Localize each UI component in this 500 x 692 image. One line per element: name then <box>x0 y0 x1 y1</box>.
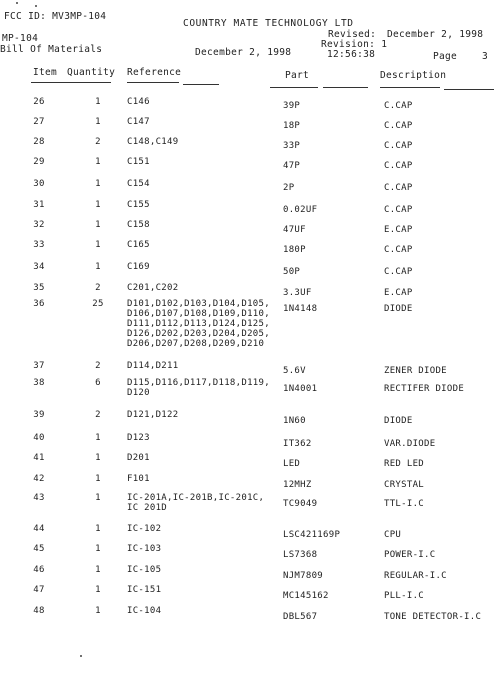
header-underline <box>323 87 368 88</box>
reference-cell: C151 <box>127 157 150 167</box>
item-cell: 31 <box>33 200 45 210</box>
quantity-cell: 25 <box>92 299 104 309</box>
description-cell: VAR.DIODE <box>384 439 436 449</box>
description-cell: CPU <box>384 530 402 540</box>
scan-speck <box>80 655 82 657</box>
reference-cell: D114,D211 <box>127 361 179 371</box>
item-cell: 28 <box>33 137 45 147</box>
item-cell: 40 <box>33 433 45 443</box>
reference-cell: C146 <box>127 97 150 107</box>
header-underline <box>444 89 494 90</box>
part-cell: TC9049 <box>283 499 318 509</box>
part-cell: 1N60 <box>283 416 306 426</box>
description-cell: RED LED <box>384 459 425 469</box>
item-cell: 29 <box>33 157 45 167</box>
quantity-cell: 1 <box>95 606 101 616</box>
column-header-item: Item <box>33 67 58 78</box>
item-cell: 43 <box>33 493 45 503</box>
reference-cell: D101,D102,D103,D104,D105, D106,D107,D108,D109,D110, D111,D112,D113,D124,D125, D126,D202,D203,D204,D205, D206,D207,D208,D209,D210 <box>127 299 270 349</box>
quantity-cell: 1 <box>95 544 101 554</box>
part-cell: 12MHZ <box>283 480 312 490</box>
quantity-cell: 1 <box>95 179 101 189</box>
fcc-id: FCC ID: MV3MP-104 <box>4 11 107 22</box>
item-cell: 44 <box>33 524 45 534</box>
part-cell: 2P <box>283 183 295 193</box>
quantity-cell: 1 <box>95 565 101 575</box>
description-cell: C.CAP <box>384 161 413 171</box>
description-cell: RECTIFER DIODE <box>384 384 465 394</box>
reference-cell: D121,D122 <box>127 410 179 420</box>
description-cell: E.CAP <box>384 225 413 235</box>
reference-cell: IC-105 <box>127 565 162 575</box>
reference-cell: IC-151 <box>127 585 162 595</box>
item-cell: 27 <box>33 117 45 127</box>
part-cell: 50P <box>283 267 301 277</box>
column-header-description: Description <box>380 70 447 81</box>
item-cell: 47 <box>33 585 45 595</box>
description-cell: TONE DETECTOR-I.C <box>384 612 482 622</box>
column-header-reference: Reference <box>127 67 182 78</box>
reference-cell: IC-201A,IC-201B,IC-201C, IC 201D <box>127 493 265 513</box>
description-cell: C.CAP <box>384 121 413 131</box>
reference-cell: IC-102 <box>127 524 162 534</box>
reference-cell: D123 <box>127 433 150 443</box>
description-cell: C.CAP <box>384 267 413 277</box>
header-underline <box>127 82 179 83</box>
header-underline <box>67 82 111 83</box>
part-cell: NJM7809 <box>283 571 324 581</box>
header-underline <box>270 87 318 88</box>
quantity-cell: 1 <box>95 262 101 272</box>
item-cell: 42 <box>33 474 45 484</box>
quantity-cell: 2 <box>95 361 101 371</box>
quantity-cell: 1 <box>95 157 101 167</box>
part-cell: 18P <box>283 121 301 131</box>
reference-cell: C154 <box>127 179 150 189</box>
print-time: 12:56:38 <box>327 49 376 60</box>
quantity-cell: 1 <box>95 474 101 484</box>
part-cell: 1N4001 <box>283 384 318 394</box>
quantity-cell: 1 <box>95 493 101 503</box>
item-cell: 36 <box>33 299 45 309</box>
quantity-cell: 1 <box>95 220 101 230</box>
company-name: COUNTRY MATE TECHNOLOGY LTD <box>183 18 354 29</box>
reference-cell: C158 <box>127 220 150 230</box>
item-cell: 39 <box>33 410 45 420</box>
part-cell: LSC421169P <box>283 530 341 540</box>
description-cell: REGULAR-I.C <box>384 571 447 581</box>
part-cell: LED <box>283 459 301 469</box>
reference-cell: C169 <box>127 262 150 272</box>
item-cell: 26 <box>33 97 45 107</box>
description-cell: C.CAP <box>384 141 413 151</box>
part-cell: IT362 <box>283 439 312 449</box>
page-number: 3 <box>482 51 489 62</box>
item-cell: 37 <box>33 361 45 371</box>
item-cell: 35 <box>33 283 45 293</box>
column-header-quantity: Quantity <box>67 67 116 78</box>
item-cell: 46 <box>33 565 45 575</box>
quantity-cell: 1 <box>95 453 101 463</box>
part-cell: 5.6V <box>283 366 306 376</box>
revised-label: Revised: <box>328 29 377 40</box>
scan-speck <box>35 5 37 7</box>
scan-speck <box>16 2 18 4</box>
doc-code: MP-104 <box>2 33 39 44</box>
part-cell: 0.02UF <box>283 205 318 215</box>
doc-title: Bill Of Materials <box>0 44 103 55</box>
reference-cell: IC-104 <box>127 606 162 616</box>
revision: Revision: 1 <box>321 39 388 50</box>
description-cell: CRYSTAL <box>384 480 425 490</box>
part-cell: 180P <box>283 245 306 255</box>
reference-cell: D115,D116,D117,D118,D119, D120 <box>127 378 270 398</box>
reference-cell: D201 <box>127 453 150 463</box>
reference-cell: C165 <box>127 240 150 250</box>
quantity-cell: 1 <box>95 433 101 443</box>
reference-cell: IC-103 <box>127 544 162 554</box>
item-cell: 41 <box>33 453 45 463</box>
header-underline <box>183 84 219 85</box>
part-cell: 39P <box>283 101 301 111</box>
page-label: Page <box>433 51 458 62</box>
part-cell: 33P <box>283 141 301 151</box>
item-cell: 45 <box>33 544 45 554</box>
reference-cell: C147 <box>127 117 150 127</box>
reference-cell: C148,C149 <box>127 137 179 147</box>
description-cell: E.CAP <box>384 288 413 298</box>
description-cell: C.CAP <box>384 101 413 111</box>
quantity-cell: 2 <box>95 410 101 420</box>
part-cell: 47P <box>283 161 301 171</box>
revised-date: December 2, 1998 <box>387 29 484 40</box>
quantity-cell: 2 <box>95 137 101 147</box>
quantity-cell: 1 <box>95 117 101 127</box>
description-cell: DIODE <box>384 304 413 314</box>
description-cell: PLL-I.C <box>384 591 425 601</box>
item-cell: 30 <box>33 179 45 189</box>
description-cell: C.CAP <box>384 245 413 255</box>
reference-cell: F101 <box>127 474 150 484</box>
print-date: December 2, 1998 <box>195 47 292 58</box>
item-cell: 38 <box>33 378 45 388</box>
reference-cell: C155 <box>127 200 150 210</box>
quantity-cell: 1 <box>95 240 101 250</box>
item-cell: 48 <box>33 606 45 616</box>
item-cell: 33 <box>33 240 45 250</box>
description-cell: DIODE <box>384 416 413 426</box>
header-underline <box>380 87 440 88</box>
quantity-cell: 1 <box>95 200 101 210</box>
item-cell: 32 <box>33 220 45 230</box>
description-cell: C.CAP <box>384 205 413 215</box>
column-header-part: Part <box>285 70 310 81</box>
part-cell: LS7368 <box>283 550 318 560</box>
item-cell: 34 <box>33 262 45 272</box>
quantity-cell: 1 <box>95 585 101 595</box>
description-cell: TTL-I.C <box>384 499 425 509</box>
part-cell: 47UF <box>283 225 306 235</box>
part-cell: DBL567 <box>283 612 318 622</box>
part-cell: 3.3UF <box>283 288 312 298</box>
part-cell: MC145162 <box>283 591 329 601</box>
reference-cell: C201,C202 <box>127 283 179 293</box>
description-cell: C.CAP <box>384 183 413 193</box>
description-cell: POWER-I.C <box>384 550 436 560</box>
quantity-cell: 1 <box>95 97 101 107</box>
quantity-cell: 1 <box>95 524 101 534</box>
description-cell: ZENER DIODE <box>384 366 447 376</box>
quantity-cell: 6 <box>95 378 101 388</box>
part-cell: 1N4148 <box>283 304 318 314</box>
quantity-cell: 2 <box>95 283 101 293</box>
